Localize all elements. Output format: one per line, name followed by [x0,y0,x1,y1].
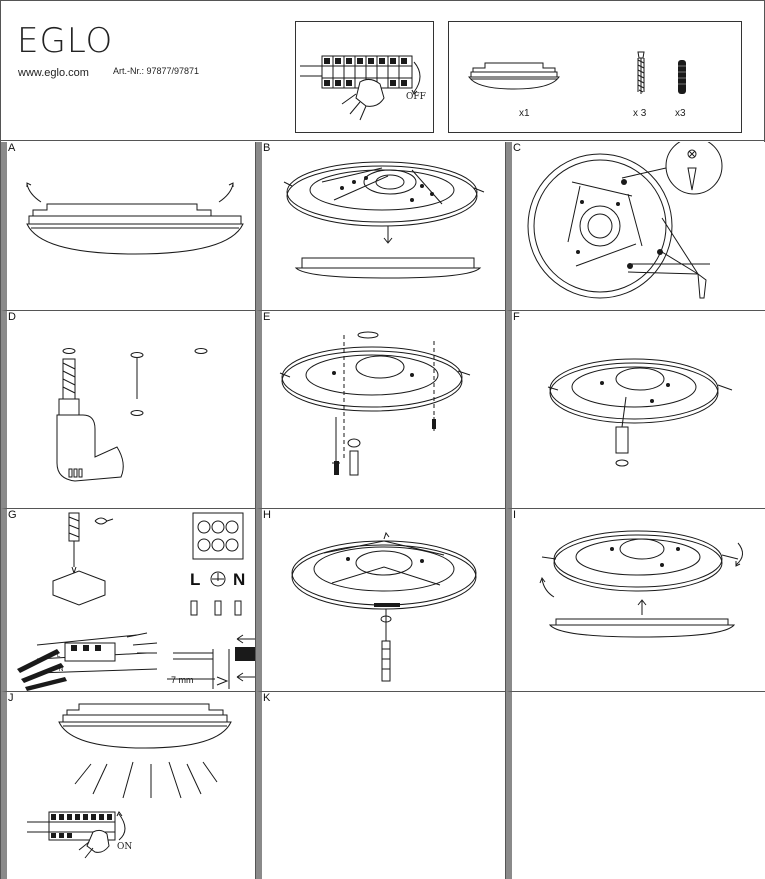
step-label: I [513,509,517,521]
step-panel-empty [506,692,765,879]
screw-part-icon [638,52,644,94]
detach-base-illustration [262,142,506,311]
ground-wire-illustration [512,311,765,509]
step-panel-k [256,692,506,879]
step-panel-f [506,311,765,509]
step-label: G [8,509,17,521]
header [1,1,765,141]
step-label: H [263,509,271,521]
tighten-screw-illustration [262,509,506,692]
off-label: OFF [406,92,426,102]
step-panel-c [506,142,765,311]
wiring-illustration [7,509,256,692]
brand-logo: EGLO [17,21,114,61]
step-label: F [513,311,520,323]
step-panel-j [1,692,256,879]
step-panel-i [506,509,765,692]
article-number: Art.-Nr.: 97877/97871 [113,66,200,76]
screw-quantity: x 3 [633,108,647,119]
switch-off-illustration [296,22,435,134]
on-label: ON [117,842,133,852]
wall-plug-part-icon [678,60,686,94]
terminal-l-label: L [190,570,201,589]
step-panel-h [256,509,506,692]
mark-holes-illustration [512,142,765,311]
strip-length-label: 7 mm [171,675,194,685]
wall-plug-quantity: x3 [675,108,686,119]
parts-illustration [449,22,743,134]
step-panel-d [1,311,256,509]
step-panel-b [256,142,506,311]
step-panel-a [1,142,256,311]
attach-shade-illustration [512,509,765,692]
step-label: C [513,142,521,154]
parts-box [448,21,742,133]
fix-base-illustration [262,311,506,509]
step-label: J [8,692,14,704]
drill-holes-illustration [7,311,256,509]
power-off-box [295,21,434,133]
step-label: K [263,692,271,704]
remove-shade-illustration [7,142,256,311]
terminal-n-label: N [233,570,246,589]
step-label: A [8,142,16,154]
mini-l-label: L [57,653,61,659]
mini-n-label: N [59,667,64,673]
website-link[interactable]: www.eglo.com [18,67,89,79]
lamp-quantity: x1 [519,108,530,119]
step-panel-e [256,311,506,509]
step-label: E [263,311,271,323]
step-panel-g [1,509,256,692]
step-label: D [8,311,16,323]
step-label: B [263,142,271,154]
lamp-part-icon [473,63,555,72]
